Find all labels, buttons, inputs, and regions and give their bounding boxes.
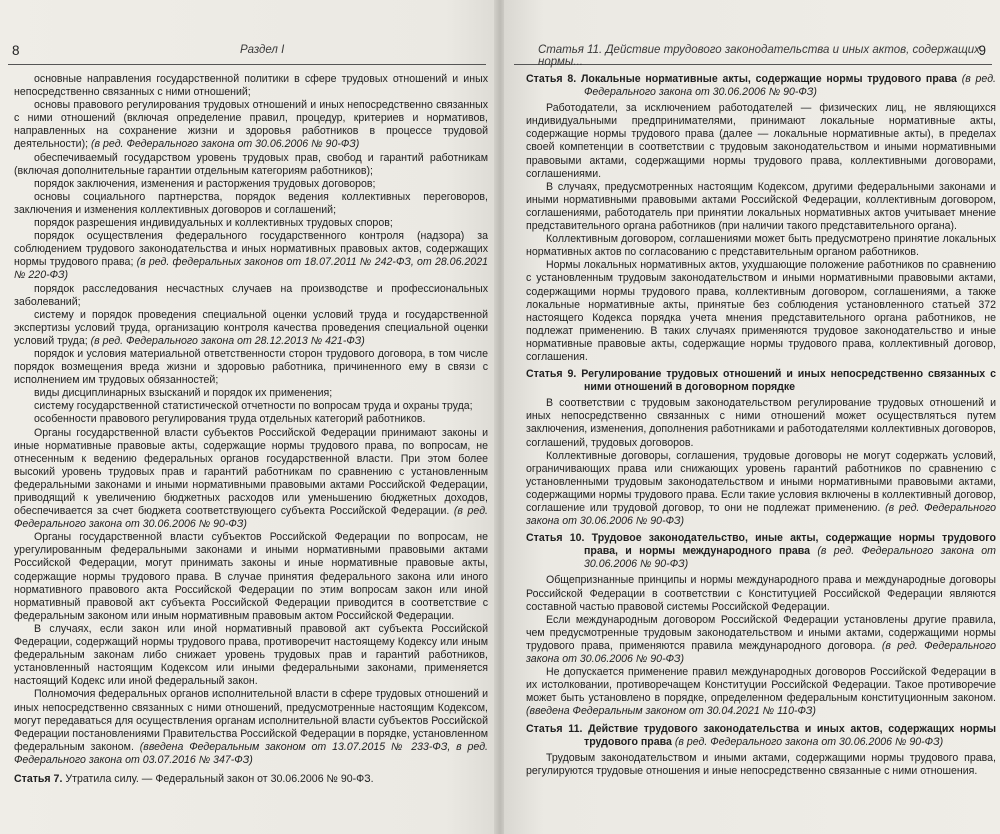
paragraph: Коллективным договором, соглашениями может быть предусмотрено принятие локальных нормативных актов по согласованию с представительным органом работников. <box>526 233 996 259</box>
article-label: Статья 11. <box>526 722 583 735</box>
paragraph: В соответствии с трудовым законодательством регулирование трудовых отношений и иных непосредственно связанных с ними отношений может осуществляться путем заключения, изменения, дополнения работниками и работодателями коллективных договоров, соглашений, трудовых договоров. <box>526 397 996 449</box>
list-item: виды дисциплинарных взысканий и порядок их применения; <box>34 387 333 400</box>
paragraph <box>14 688 488 767</box>
edit-note: (в ред. Федерального закона от 30.06.2006 № 90-ФЗ) <box>14 505 488 531</box>
left-page-body <box>14 73 488 786</box>
left-running-head <box>8 42 486 65</box>
right-page-body <box>526 73 996 778</box>
list-item: основы социального партнерства, порядок ведения коллективных переговоров, заключения и изменения коллективных договоров и соглашений; <box>14 190 488 216</box>
left-page <box>0 0 496 834</box>
paragraph: В случаях, если закон или иной нормативный правовой акт субъекта Российской Федерации, содержащий нормы трудового права, противоречит настоящему Кодексу или иным федеральным законам либо снижает уровень трудовых прав и гарантий работников, установленный настоящим Кодексом или иными федеральными законами, применяется настоящий Кодекс или иной федеральный закон. <box>14 622 488 688</box>
list-item: обеспечиваемый государством уровень трудовых прав, свобод и гарантий работникам (включая дополнительные гарантии отдельным категориям работников); <box>14 151 488 177</box>
edit-note: (в ред. Федерального закона от 30.06.2006 № 90-ФЗ) <box>584 73 996 99</box>
list-item: порядок разрешения индивидуальных и коллективных трудовых споров; <box>34 217 393 230</box>
paragraph: Трудовым законодательством и иными актами, содержащими нормы трудового права, регулируются трудовые отношения и иные непосредственно связанные с ними отношения. <box>526 751 996 777</box>
article-9-heading <box>526 368 996 394</box>
article-title: Трудовое законодательство, иные акты, содержащие нормы трудового права, и нормы международного права <box>584 532 996 558</box>
paragraph: В случаях, предусмотренных настоящим Кодексом, другими федеральными законами и иными нормативными правовыми актами Российской Федерации, коллективным договором, соглашениями, работодатель при принятии локальных нормативных актов учитывает мнение представительного органа работников (при наличии такого представительного органа). <box>526 180 996 233</box>
article-text: Утратила силу. — Федеральный закон от 30.06.2006 № 90-ФЗ. <box>65 772 374 785</box>
edit-note: (в ред. Федерального закона от 30.06.2006 № 90-ФЗ) <box>526 639 997 666</box>
paragraph: основные направления государственной политики в сфере трудовых отношений и иных непосредственно связанных с ними отношений; <box>14 73 488 99</box>
list-item-text: систему и порядок проведения специальной оценки условий труда и государственной экспертизы условий труда, организацию контроля качества проведения специальной оценки условий труда; <box>14 308 488 347</box>
paragraph <box>526 450 996 529</box>
list-item <box>14 309 488 348</box>
list-item: систему государственной статистической отчетности по вопросам труда и охраны труда; <box>34 400 473 413</box>
edit-note: (в ред. Федерального закона от 30.06.2006 № 90-ФЗ) <box>584 545 996 571</box>
paragraph-text: Органы государственной власти субъектов Российской Федерации принимают законы и иные нормативные правовые акты, содержащие нормы трудового права, по вопросам, не отнесенным к ведению федеральных органов государственной власти. При этом более высокий уровень трудовых прав и гарантий работникам по сравнению с установленным федеральными законами и иными нормативными правовыми актами Российской Федерации, приводящий к увеличению бюджетных расходов или уменьшению бюджетных доходов, обеспечивается за счет бюджета соответствующего субъекта Российской Федерации. <box>14 426 488 518</box>
article-7-heading <box>14 773 488 786</box>
paragraph <box>14 99 488 151</box>
paragraph: Нормы локальных нормативных актов, ухудшающие положение работников по сравнению с установленным трудовым законодательством и иными нормативными правовыми актами, содержащими нормы трудового права, коллективным договором, соглашениями, а также локальные нормативные акты, принятые без соблюдения установленного статьей 372 настоящего Кодекса порядка учета мнения представительного органа работников, не подлежат применению. В таких случаях применяются трудовое законодательство и иные нормативные правовые акты, содержащие нормы трудового права, коллективный договор, соглашения. <box>526 259 996 363</box>
list-item <box>14 230 488 282</box>
article-label: Статья 8. <box>526 73 577 85</box>
article-8-heading <box>526 73 996 99</box>
edit-note: (в ред. Федерального закона от 28.12.2013 № 421-ФЗ) <box>90 334 365 347</box>
edit-note: (введена Федеральным законом от 30.04.2021 № 110-ФЗ) <box>526 705 816 718</box>
paragraph-text: Коллективные договоры, соглашения, трудовые договоры не могут содержать условий, ограничивающих права или снижающих уровень гарантий работников по сравнению с установленными трудовым законодательством и иными нормативными правовыми актами, содержащими нормы трудового права. Если такие условия включены в коллективный договор, соглашение или трудовой договор, то они не подлежат применению. <box>526 449 996 514</box>
paragraph-text: Если международным договором Российской Федерации установлены другие правила, чем предусмотренные трудовым законодательством и иными актами, содержащими нормы трудового права, применяются правила международного договора. <box>526 613 996 652</box>
article-label: Статья 10. <box>526 532 585 545</box>
list-item: порядок расследования несчастных случаев на производстве и профессиональных заболеваний; <box>14 282 488 308</box>
article-10-heading <box>526 532 996 571</box>
paragraph-text: Не допускается применение правил международных договоров Российской Федерации в их истолковании, противоречащем Конституции Российской Федерации. Такое противоречие может быть установлено в порядке, определенном федеральным конституционным законом. <box>526 666 996 705</box>
right-running-head <box>514 42 992 68</box>
list-item: порядок заключения, изменения и расторжения трудовых договоров; <box>34 177 376 190</box>
article-title: Действие трудового законодательства и иных актов, содержащих нормы трудового права <box>584 722 996 748</box>
paragraph: Органы государственной власти субъектов Российской Федерации по вопросам, не урегулированным федеральными законами и иными нормативными правовыми актами Российской Федерации, могут принимать законы и иные нормативные правовые акты, содержащие нормы трудового права. В случае принятия федерального закона или иного нормативного правового акта Российской Федерации по этим вопросам закон или иной нормативный правовой акт субъекта Российской Федерации приводится в соответствие с федеральным законом или иным нормативным правовым актом Российской Федерации. <box>14 531 488 622</box>
page-number: 9 <box>978 43 986 58</box>
paragraph-text: Полномочия федеральных органов исполнительной власти в сфере трудовых отношений и иных непосредственно связанных с ними отношений, предусмотренные настоящим Кодексом, могут передаваться для осуществления органам исполнительной власти субъектов Российской Федерации постановлениями Правительства Российской Федерации в порядке, установленном федеральным законом. <box>14 688 488 753</box>
section-title: Статья 11. Действие трудового законодательства и иных актов, содержащих нормы... <box>538 44 980 68</box>
list-item: порядок и условия материальной ответственности сторон трудового договора, в том числе порядок возмещения вреда жизни и здоровью работника, причиненного ему в связи с исполнением им трудовых обязанностей; <box>14 347 488 387</box>
paragraph: Работодатели, за исключением работодателей — физических лиц, не являющихся индивидуальными предпринимателями, принимают локальные нормативные акты, содержащие нормы трудового права (далее — локальные нормативные акты), в пределах своей компетенции в соответствии с трудовым законодательством и иными нормативными правовыми актами, содержащими нормы трудового права, коллективными договорами, соглашениями. <box>526 102 996 180</box>
article-label: Статья 9. <box>526 368 577 381</box>
edit-note: (в ред. Федерального закона от 30.06.2006 № 90-ФЗ) <box>526 502 997 528</box>
edit-note: (в ред. Федерального закона от 30.06.2006 № 90-ФЗ) <box>674 735 944 748</box>
edit-note: (введена Федеральным законом от 13.07.2015 № 233-ФЗ, в ред. Федерального закона от 03.07.2016 № 347-ФЗ) <box>14 740 488 766</box>
paragraph-text: основы правового регулирования трудовых отношений и иных непосредственно связанных с ними отношений (включая определение правил, процедур, критериев и нормативов, направленных на сохранение жизни и здоровья работников в процессе трудовой деятельности); <box>14 99 488 151</box>
paragraph <box>14 427 488 532</box>
article-title: Локальные нормативные акты, содержащие нормы трудового права <box>580 73 957 85</box>
edit-note: (в ред. федеральных законов от 18.07.2011 № 242-ФЗ, от 28.06.2021 № 220-ФЗ) <box>14 256 488 282</box>
article-title: Регулирование трудовых отношений и иных непосредственно связанных с ними отношений в договорном порядке <box>581 368 996 394</box>
article-11-heading <box>526 723 996 749</box>
edit-note: (в ред. Федерального закона от 30.06.2006 № 90-ФЗ) <box>91 138 360 151</box>
right-page <box>504 0 1000 834</box>
paragraph <box>526 666 996 718</box>
list-item-text: порядок осуществления федерального государственного контроля (надзора) за соблюдением трудового законодательства и иных нормативных правовых актов, содержащих нормы трудового права; <box>14 230 488 269</box>
page-number: 8 <box>12 43 20 58</box>
section-title: Раздел I <box>240 44 285 56</box>
article-label: Статья 7. <box>14 772 63 785</box>
paragraph: Общепризнанные принципы и нормы международного права и международные договоры Российской Федерации в соответствии с Конституцией Российской Федерации являются составной частью правовой системы Российской Федерации. <box>526 574 996 613</box>
paragraph <box>526 614 996 666</box>
list-item: особенности правового регулирования труда отдельных категорий работников. <box>34 413 426 426</box>
